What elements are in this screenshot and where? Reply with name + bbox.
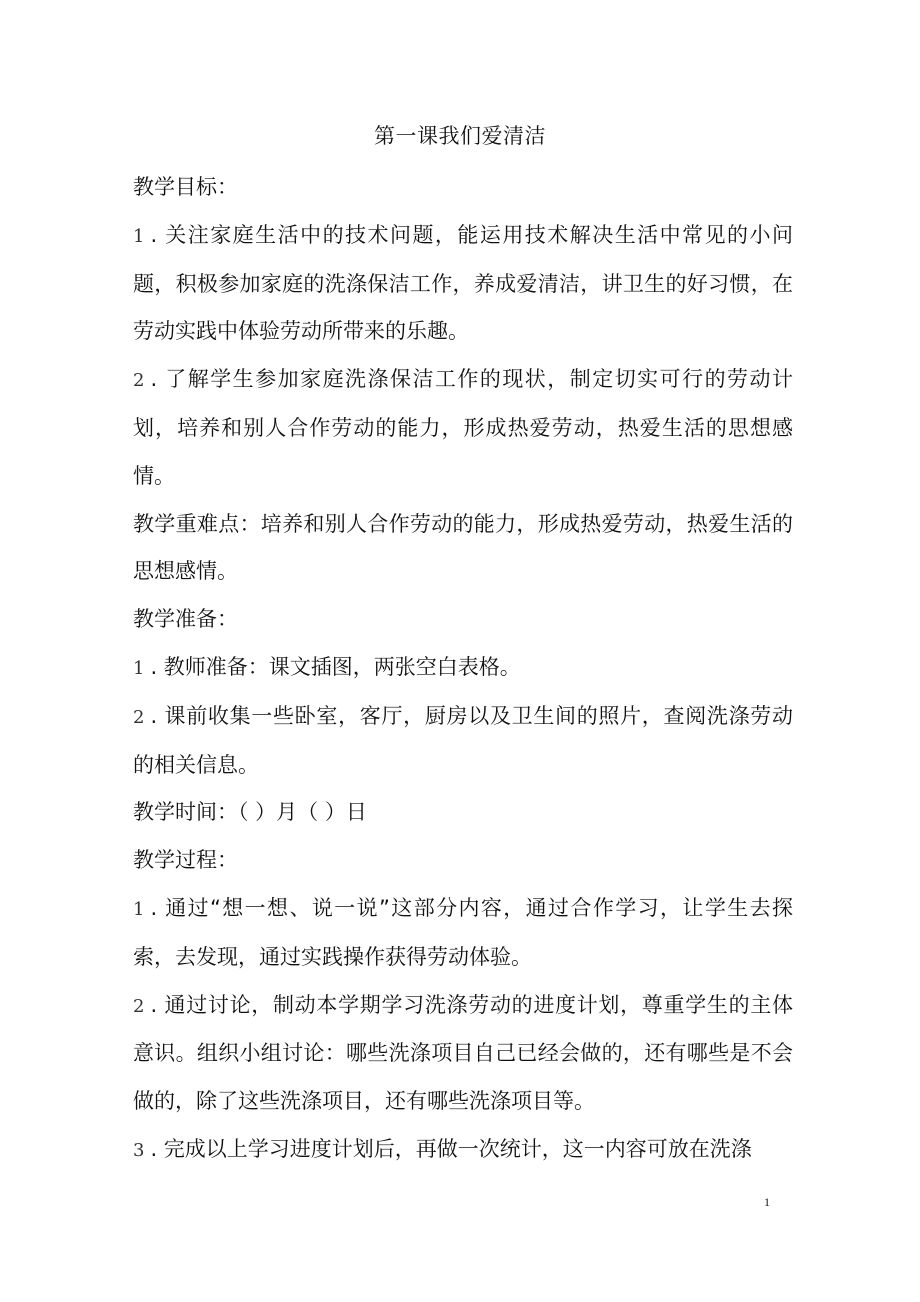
paragraph-objective-1: 1 . 关注家庭生活中的技术问题，能运用技术解决生活中常见的小问题，积极参加家庭的洗涤保洁工作，养成爱清洁，讲卫生的好习惯，在劳动实践中体验劳动所带来的乐趣。 bbox=[133, 222, 793, 344]
paragraph-process-2: 2 . 通过讨论，制动本学期学习洗涤劳动的进度计划，尊重学生的主体意识。组织小组讨论：哪些洗涤项目自己已经会做的，还有哪些是不会做的，除了这些洗涤项目，还有哪些洗涤项目等。 bbox=[133, 992, 793, 1114]
paragraph-process-3: 3 . 完成以上学习进度计划后，再做一次统计，这一内容可放在洗涤 bbox=[133, 1136, 752, 1161]
paragraph-key-points: 教学重难点：培养和别人合作劳动的能力，形成热爱劳动，热爱生活的思想感情。 bbox=[133, 511, 793, 584]
paragraph-preparation-1: 1 . 教师准备：课文插图，两张空白表格。 bbox=[133, 654, 521, 679]
paragraph-teaching-time: 教学时间：（ ）月（ ）日 bbox=[133, 800, 367, 825]
lesson-body bbox=[133, 164, 793, 1175]
lesson-title: 第一课我们爱清洁 bbox=[374, 124, 546, 148]
paragraph-objectives-heading: 教学目标： bbox=[133, 175, 238, 199]
paragraph-process-heading: 教学过程： bbox=[133, 848, 238, 873]
paragraph-preparation-2: 2 . 课前收集一些卧室，客厅，厨房以及卫生间的照片，查阅洗涤劳动的相关信息。 bbox=[133, 703, 793, 777]
paragraph-process-1: 1 . 通过“想一想、说一说”这部分内容，通过合作学习，让学生去探索，去发现，通过实践操作获得劳动体验。 bbox=[133, 895, 793, 969]
page-number: 1 bbox=[764, 1195, 770, 1209]
paragraph-preparation-heading: 教学准备： bbox=[133, 607, 238, 632]
paragraph-objective-2: 2 . 了解学生参加家庭洗涤保洁工作的现状，制定切实可行的劳动计划，培养和别人合作劳动的能力，形成热爱劳动，热爱生活的思想感情。 bbox=[133, 367, 793, 488]
